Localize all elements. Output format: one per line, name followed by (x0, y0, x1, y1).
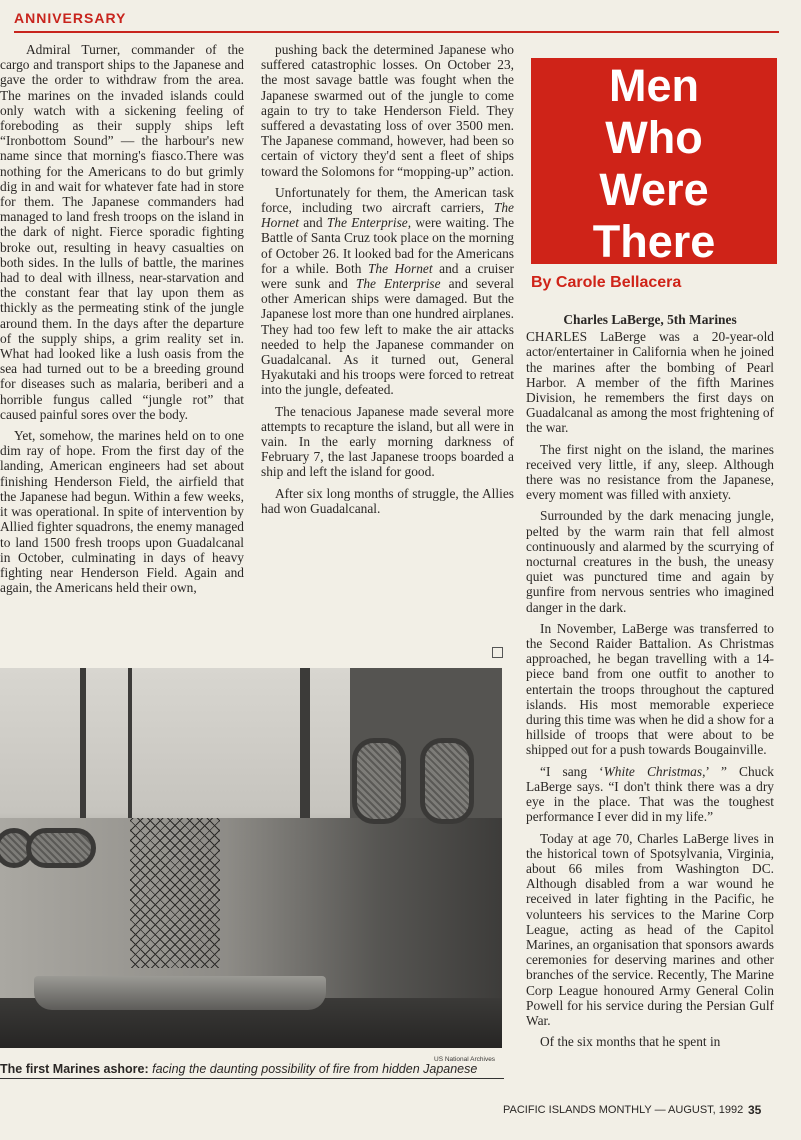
article-photo (0, 668, 502, 1048)
col3-paragraph-7: Of the six months that he spent in (540, 1034, 721, 1050)
article-column-2 (261, 42, 514, 642)
col3-paragraph-5: “I sang ‘White Christmas,’ ” Chuck LaBerge says. “I don't think there was a dry eye in the place. That was the toughest performance I ever did in my life.” (526, 763, 774, 825)
song-title: White Christmas (603, 763, 703, 779)
photo-credit: US National Archives (434, 1056, 496, 1063)
col1-paragraph-1: Admiral Turner, commander of the cargo and transport ships to the Japanese and gave the order to withdraw from the area. The marines on the invaded islands could only watch with a sickening feeling of foreboding as their supply ships left “Ironbottom Sound” — the harbour's new name since that morning's fiasco.There was nothing for the Americans to do but grimly dig in and wait for whatever fate had in store for them. The Japanese commanders had managed to land fresh troops on the island in the dark of night. Fierce sporadic fighting broke out, resulting in heavy casualties on both sides. In the lulls of battle, the marines had to deal with illness, near-starvation and the constant fear that lay upon them as thickly as the permeating stink of the jungle around them. In the days after the departure of the supply ships, a grim reality set in. What had looked like a lush oasis from the sea had turned out to be a breeding ground for diseases such as malaria, beriberi and a horrible fungus called “jungle rot” that caused painful sores over the body. (0, 42, 244, 422)
article-column-1 (0, 42, 244, 662)
section-label: ANNIVERSARY (14, 10, 127, 26)
ship-name: The Hornet (367, 260, 433, 276)
page-number: 35 (748, 1103, 762, 1117)
publication-footer: PACIFIC ISLANDS MONTHLY — AUGUST, 1992 (503, 1104, 744, 1116)
col1-paragraph-2: Yet, somehow, the marines held on to one dim ray of hope. From the first day of the landing, American engineers had set about finishing Henderson Field, the airfield that the Japanese had begun. Within a few weeks, it was operational. In spite of intervention by Allied fighter squadrons, the enemy managed to land 1500 fresh troops upon Guadalcanal in October, culminating in days of heavy fighting near Henderson Field. Again and again, the Americans held their own, (0, 428, 244, 596)
ship-name: The Hornet (261, 200, 514, 231)
top-rule (14, 31, 779, 33)
col2-paragraph-4: After six long months of struggle, the Allies had won Guadalcanal. (261, 485, 514, 516)
col2-paragraph-1: pushing back the determined Japanese who suffered catastrophic losses. On October 23, the most savage battle was fought when the Japanese swarmed out of the jungle to come again to try to take Henderson Field. They suffered a devastating loss of over 3500 men. The Japanese command, however, had been so certain of victory they'd sent a fleet of ships toward the Solomons for “mopping-up” action. (261, 42, 514, 179)
col2-paragraph-3: The tenacious Japanese made several more attempts to recapture the island, but all were in vain. In the early morning darkness of February 7, the last Japanese troops boarded a ship and left the island for good. (261, 403, 514, 480)
col3-paragraph-1: CHARLES LaBerge was a 20-year-old actor/entertainer in California when he joined the marines after the bombing of Pearl Harbor. A member of the fifth Marines Division, he remembers the first days on Guadalcanal as among the most frightening of the war. (526, 329, 774, 436)
article-title (531, 58, 777, 267)
ship-name: The Enterprise (355, 276, 441, 292)
col3-paragraph-2: The first night on the island, the marines received very little, if any, sleep. Although there was no resistance from the Japanese, every moment was filled with anxiety. (526, 441, 774, 503)
title-line: There (592, 216, 716, 267)
title-line: Were (599, 164, 709, 215)
col2-paragraph-2: Unfortunately for them, the American task force, including two aircraft carriers, The Hornet and The Enterprise, were waiting. The Battle of Santa Cruz took place on the morning of October 26. It looked bad for the Americans for a while. Both The Hornet and a cruiser were sunk and The Enterprise and several other American ships were damaged. But the Japanese lost more than one hundred airplanes. They had too few left to make the air attacks needed to help the Japanese commander on Guadalcanal. As it turned out, General Hyakutaki and his troops were forced to retreat into the jungle, defeated. (261, 184, 514, 398)
title-line: Who (605, 112, 703, 163)
col3-paragraph-6: Today at age 70, Charles LaBerge lives in the historical town of Spotsylvania, Virginia, about 66 miles from Washington DC. Although disabled from a war wound he received in later fighting in the Pacific, he volunteers his services to the Marine Corp League, acting as head of the Capitol Marines, an organisation that sponsors awards ceremonies for deserving marines and other branches of the service. Recently, The Marine Corp League honoured Army General Colin Powell for his service during the Persian Gulf War. (526, 830, 774, 1028)
ship-name: The Enterprise (326, 215, 408, 231)
col3-paragraph-4: In November, LaBerge was transferred to the Second Raider Battalion. As Christmas approached, he began travelling with a 14-piece band from one outfit to another to entertain the troops throughout the captured islands. His most memorable experiece during this time was when he did a show for a hillside of troops that were about to be shipped out for a push towards Bougainville. (526, 620, 774, 758)
byline: By Carole Bellacera (531, 274, 682, 291)
title-line: Men (609, 60, 699, 111)
end-mark-icon (492, 647, 503, 658)
article-column-3 (526, 312, 774, 1092)
col3-paragraph-3: Surrounded by the dark menacing jungle, pelted by the warm rain that fell almost continuously and alarmed by the scurrying of nocturnal creatures in the bush, the uneasy quiet was punctured time and again by gunfire from nervous sentries who imagined danger in the dark. (526, 508, 774, 615)
photo-caption: The first Marines ashore: facing the daunting possibility of fire from hidden Japanese (0, 1062, 504, 1079)
profile-subhead: Charles LaBerge, 5th Marines (563, 312, 737, 327)
